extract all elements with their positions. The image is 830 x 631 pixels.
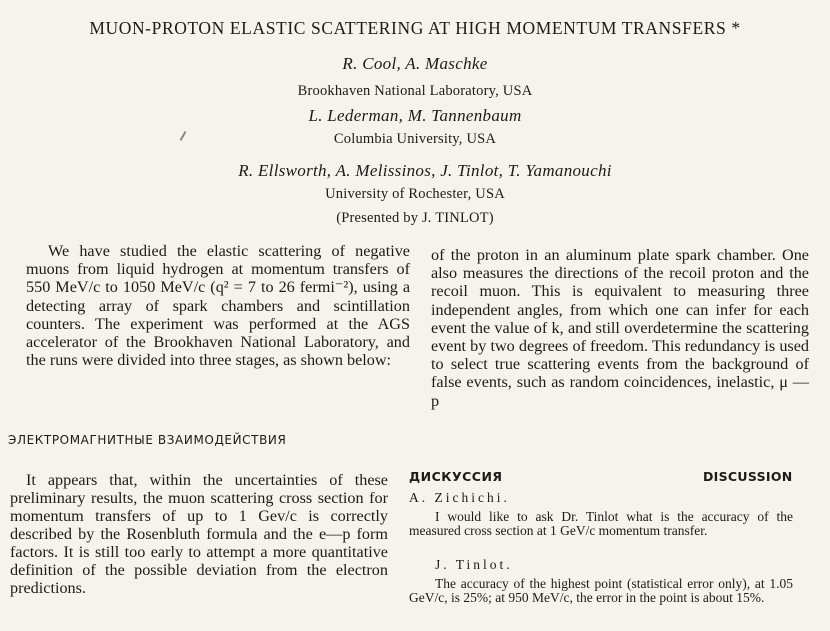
author-group-3: R. Ellsworth, A. Melissinos, J. Tinlot, T. Yamanouchi bbox=[238, 161, 612, 180]
discussion-entry bbox=[409, 558, 793, 606]
affiliation-2: Columbia University, USA bbox=[333, 131, 497, 147]
body-paragraph: of the proton in an aluminum plate spark chamber. One also measures the directions of the recoil proton and the recoil muon. This is equivalent to measuring three independent angles, from which one can infer for each event the value of k, and still overdetermine the scattering event by two degrees of freedom. This redundancy is used to select true scattering events from the background of false events, such as random coincidences, inelastic, μ — p bbox=[431, 246, 809, 410]
conclusion-column bbox=[10, 471, 388, 597]
affiliation-1: Brookhaven National Laboratory, USA bbox=[297, 83, 533, 99]
speaker-name: A. Zichichi. bbox=[409, 490, 510, 505]
author-group-1: R. Cool, A. Maschke bbox=[342, 54, 488, 73]
presented-by: (Presented by J. TINLOT) bbox=[336, 210, 494, 226]
affiliation-3: University of Rochester, USA bbox=[325, 186, 505, 202]
speaker-name: J. Tinlot. bbox=[435, 557, 513, 572]
conclusion-paragraph: It appears that, within the uncertainties of these preliminary results, the muon scattering cross section for momentum transfers of up to 1 Gev/c is correctly described by the Rosenbluth formula and the e—p form factors. It is still too early to attempt a more quantitative definition of the possible deviation from the electron predictions. bbox=[10, 471, 388, 597]
body-left-column bbox=[26, 242, 410, 369]
paper-title: MUON-PROTON ELASTIC SCATTERING AT HIGH MOMENTUM TRANSFERS * bbox=[89, 18, 741, 38]
running-section-heading: ЭЛЕКТРОМАГНИТНЫЕ ВЗАИМОДЕЙСТВИЯ bbox=[8, 433, 287, 447]
discussion-entry bbox=[409, 491, 793, 539]
discussion-text: I would like to ask Dr. Tinlot what is the accuracy of the measured cross section at 1 GeV/c momentum transfer. bbox=[409, 508, 793, 538]
discussion-heading-ru: ДИСКУССИЯ bbox=[409, 469, 503, 484]
body-right-column bbox=[431, 246, 809, 410]
author-group-2: L. Lederman, M. Tannenbaum bbox=[308, 106, 522, 125]
discussion-text: The accuracy of the highest point (statistical error only), at 1.05 GeV/c, is 25%; at 950 MeV/c, the error in the point is about 15%. bbox=[409, 575, 793, 605]
body-paragraph: We have studied the elastic scattering of negative muons from liquid hydrogen at momentum transfers of 550 MeV/c to 1050 MeV/c (q² = 7 to 26 fermi⁻²), using a detecting array of spark chambers and scintillation counters. The experiment was performed at the AGS accelerator of the Brookhaven National Laboratory, and the runs were divided into three stages, as shown below: bbox=[26, 242, 410, 370]
discussion-heading-en: DISCUSSION bbox=[703, 469, 793, 484]
